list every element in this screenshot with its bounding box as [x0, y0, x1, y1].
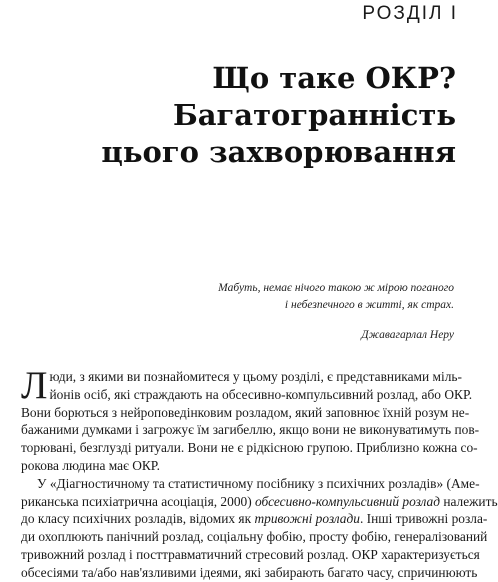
paragraph-1-line-1: юди, з якими ви познайомитеся у цьому розділі, є представниками міль- [49, 369, 462, 384]
drop-cap: Л [21, 364, 48, 407]
chapter-title-line-3: цього захворювання [101, 135, 456, 169]
paragraph-2-line-2-text-b: належить [439, 493, 498, 509]
paragraph-2-line-6: обсесіями та/або нав'язливими ідеями, які забирають багато часу, спричинюють [21, 564, 478, 580]
paragraph-2-line-2-text-a: риканська психіатрична асоціація, 2000) [21, 493, 256, 509]
epigraph-line-2: і небезпечного в житті, як страх. [284, 299, 454, 311]
paragraph-1-line-5: торювані, безглузді ритуали. Вони не є рідкісною групою. Приблизно кожна со- [21, 440, 478, 456]
paragraph-2-line-3-text-b: . Інші тривожні розла- [359, 511, 488, 527]
epigraph [134, 280, 454, 344]
section-label: РОЗДІЛ І [362, 3, 458, 24]
paragraph-2-line-1: У «Діагностичному та статистичному посібнику з психічних розладів» (Аме- [37, 475, 480, 491]
paragraph-1-line-6: рокова людина має ОКР. [21, 457, 160, 473]
paragraph-1 [21, 364, 480, 475]
paragraph-2-line-3-emphasis: тривожні розлади [254, 511, 360, 527]
epigraph-author: Джавагарлал Неру [361, 329, 454, 341]
chapter-title-line-2: Багатогранність [172, 98, 456, 132]
paragraph-2-line-2 [21, 493, 498, 511]
paragraph-2-line-4: ди охоплюють панічний розлад, соціальну фобію, просту фобію, генералізований [21, 529, 488, 545]
paragraph-2-line-5: тривожний розлад і посттравматичний стресовий розлад. ОКР характеризується [21, 546, 480, 562]
epigraph-line-1: Мабуть, немає нічого такою ж мірою поганого [218, 282, 454, 294]
paragraph-2-line-2-emphasis: обсесивно-компульсивний розлад [255, 493, 440, 509]
chapter-title-line-1: Що таке ОКР? [212, 61, 456, 95]
paragraph-1-line-2: йонів осіб, які страждають на обсесивно-компульсивний розлад, або ОКР. [49, 386, 473, 402]
chapter-title [101, 60, 456, 171]
paragraph-2 [21, 475, 498, 582]
paragraph-1-line-4: бажаними думками і загрожує їм загибеллю, якщо вони не виконуватимуть пов- [21, 422, 480, 438]
body-text [21, 364, 498, 582]
paragraph-2-line-3-text-a: до класу психічних розладів, відомих як [21, 511, 255, 527]
paragraph-2-line-3 [21, 510, 488, 528]
paragraph-1-line-3: Вони борються з нейроповедінковим розладом, який заповнює їхній розум не- [21, 404, 470, 420]
